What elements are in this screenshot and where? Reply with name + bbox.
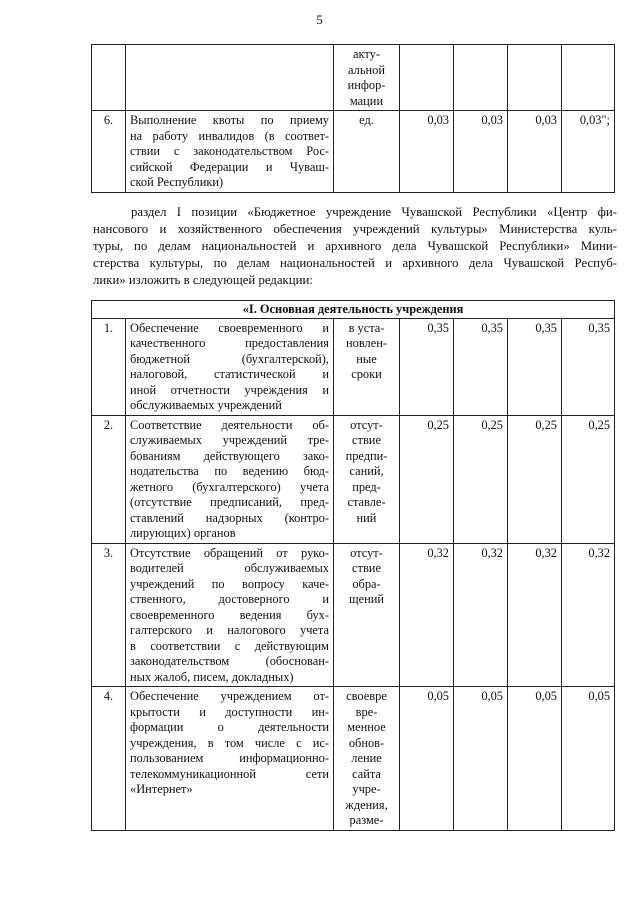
name-line: водителей обслуживаемых (130, 561, 329, 575)
indicator-name-cell (126, 111, 334, 193)
name-line: Обеспечение учреждением от- (130, 689, 329, 703)
name-line: Соответствие деятельности об- (130, 417, 329, 432)
unit-line: ставле- (347, 495, 386, 509)
name-line: Отсутствие обращений от руко- (130, 545, 329, 560)
paragraph-line: стерства культуры, по делам национальностей и архивного дела Чувашской Респуб- (93, 256, 617, 270)
table-row (92, 415, 615, 543)
value-cell: 0,35 (562, 318, 615, 415)
name-line: бюджетной (бухгалтерской), (130, 351, 329, 366)
row-number: 2. (92, 415, 126, 543)
unit-line: отсут- (350, 417, 383, 432)
unit-line: учре- (352, 782, 381, 796)
table-row (92, 543, 615, 687)
unit-cell (334, 415, 400, 543)
name-line: ставлений надзорных (контро- (130, 510, 329, 525)
unit-line: ждения, (345, 797, 388, 812)
paragraph-line: туры, по делам национальностей и архивного дела Чувашской Республики» Мини- (93, 239, 617, 253)
name-line: своевременного ведения бух- (130, 607, 329, 622)
unit-line: ствие (352, 561, 381, 575)
name-line: качественного предоставления (130, 336, 329, 350)
value-cell: 0,25 (562, 415, 615, 543)
unit-cell (334, 687, 400, 831)
value-cell: 0,35 (400, 318, 454, 415)
name-line: галтерского и налогового учета (130, 623, 329, 637)
unit-line: инфор- (347, 78, 386, 92)
name-line: «Интернет» (130, 782, 193, 796)
unit-line: ний (356, 510, 377, 525)
name-line: (отсутствие предписаний, пред- (130, 495, 329, 509)
value-cell: 0,05 (400, 687, 454, 831)
indicator-name-cell (126, 415, 334, 543)
name-line: иной отчетности учреждения и (130, 382, 329, 397)
indicator-name-cell (126, 543, 334, 687)
value-cell: 0,25 (454, 415, 508, 543)
unit-line: сайта (352, 766, 381, 781)
indicator-name-cell (126, 45, 334, 111)
name-line: ствии с законодательством Рос- (130, 144, 329, 158)
name-line: ственного, достоверного и (130, 592, 329, 606)
name-line: учреждений по вопросу каче- (130, 576, 329, 591)
name-line: учреждения, в том числе с ис- (130, 735, 329, 750)
value-cell: 0,35 (454, 318, 508, 415)
name-line: бованиям действующего зако- (130, 448, 329, 463)
name-line: телекоммуникационной сети (130, 766, 329, 781)
value-cell: 0,32 (508, 543, 562, 687)
name-line: Обеспечение своевременного и (130, 320, 329, 335)
name-line: пользованием информационно- (130, 751, 329, 765)
continuation-table (91, 44, 615, 193)
row-number: 4. (92, 687, 126, 831)
row-number: 6. (92, 111, 126, 193)
unit-line: вре- (355, 704, 378, 719)
indicator-name-cell (126, 318, 334, 415)
value-cell (454, 45, 508, 111)
name-line: законодательством (обоснован- (130, 654, 329, 668)
value-cell (562, 45, 615, 111)
paragraph-line: нансового и хозяйственного обеспечения учреждений культуры» Министерства куль- (93, 222, 617, 236)
value-cell: 0,03"; (562, 111, 615, 193)
unit-line: саний, (349, 464, 384, 478)
unit-line: мации (349, 93, 384, 108)
unit-line: ствие (352, 433, 381, 447)
section-header-row (92, 301, 615, 319)
table-row (92, 687, 615, 831)
name-line: налоговой, статистической и (130, 367, 329, 381)
value-cell: 0,25 (508, 415, 562, 543)
paragraph-line: лики» изложить в следующей редакции: (93, 273, 313, 287)
unit-line: обнов- (348, 735, 385, 750)
table-row (92, 45, 615, 111)
number-cell (92, 45, 126, 111)
name-line: жетного (бухгалтерского) учета (130, 479, 329, 494)
value-cell: 0,32 (454, 543, 508, 687)
value-cell: 0,32 (562, 543, 615, 687)
name-line: ных жалоб, писем, докладных) (130, 669, 294, 684)
value-cell: 0,03 (454, 111, 508, 193)
section-title: «I. Основная деятельность учреждения (92, 301, 615, 319)
paragraph-line: раздел I позиции «Бюджетное учреждение Чувашской Республики «Центр фи- (131, 205, 617, 219)
value-cell: 0,03 (400, 111, 454, 193)
unit-line: предпи- (345, 448, 388, 463)
table-row (92, 318, 615, 415)
name-line: служиваемых учреждений тре- (130, 433, 329, 447)
unit-line: ные (356, 351, 377, 366)
page-number: 5 (316, 12, 323, 27)
name-line: в соответствии с действующим (130, 638, 329, 653)
value-cell: 0,05 (454, 687, 508, 831)
unit-cell (334, 45, 400, 111)
name-line: сийской Федерации и Чуваш- (130, 159, 329, 174)
table-row (92, 111, 615, 193)
unit-cell (334, 318, 400, 415)
value-cell: 0,05 (562, 687, 615, 831)
unit-line: обра- (352, 576, 381, 591)
name-line: обслуживаемых учреждений (130, 398, 282, 412)
unit-line: своевре (346, 689, 387, 703)
unit-line: щений (349, 592, 384, 606)
unit-line: отсут- (350, 545, 383, 560)
value-cell (508, 45, 562, 111)
name-line: на работу инвалидов (в соответ- (130, 128, 329, 143)
unit-line: пред- (352, 479, 381, 494)
unit-line: ление (351, 751, 382, 765)
unit-line: разме- (349, 813, 384, 827)
unit-cell: ед. (334, 111, 400, 193)
indicator-name-cell (126, 687, 334, 831)
name-line: нодательства по ведению бюд- (130, 464, 329, 478)
value-cell: 0,03 (508, 111, 562, 193)
unit-cell (334, 543, 400, 687)
indicators-table (91, 300, 615, 831)
name-line: крытости и доступности ин- (130, 704, 329, 719)
unit-line: новлен- (346, 336, 387, 350)
value-cell: 0,25 (400, 415, 454, 543)
row-number: 1. (92, 318, 126, 415)
name-line: лирующих) органов (130, 526, 236, 540)
name-line: Выполнение квоты по приему (130, 113, 329, 127)
value-cell (400, 45, 454, 111)
unit-line: альной (348, 62, 385, 77)
unit-line: сроки (351, 367, 382, 381)
row-number: 3. (92, 543, 126, 687)
unit-line: менное (347, 720, 386, 734)
value-cell: 0,32 (400, 543, 454, 687)
value-cell: 0,35 (508, 318, 562, 415)
unit-line: акту- (353, 47, 380, 61)
amendment-paragraph (93, 204, 617, 289)
name-line: формации о деятельности (130, 720, 329, 734)
unit-line: в уста- (348, 320, 385, 335)
name-line: ской Республики) (130, 175, 224, 189)
value-cell: 0,05 (508, 687, 562, 831)
